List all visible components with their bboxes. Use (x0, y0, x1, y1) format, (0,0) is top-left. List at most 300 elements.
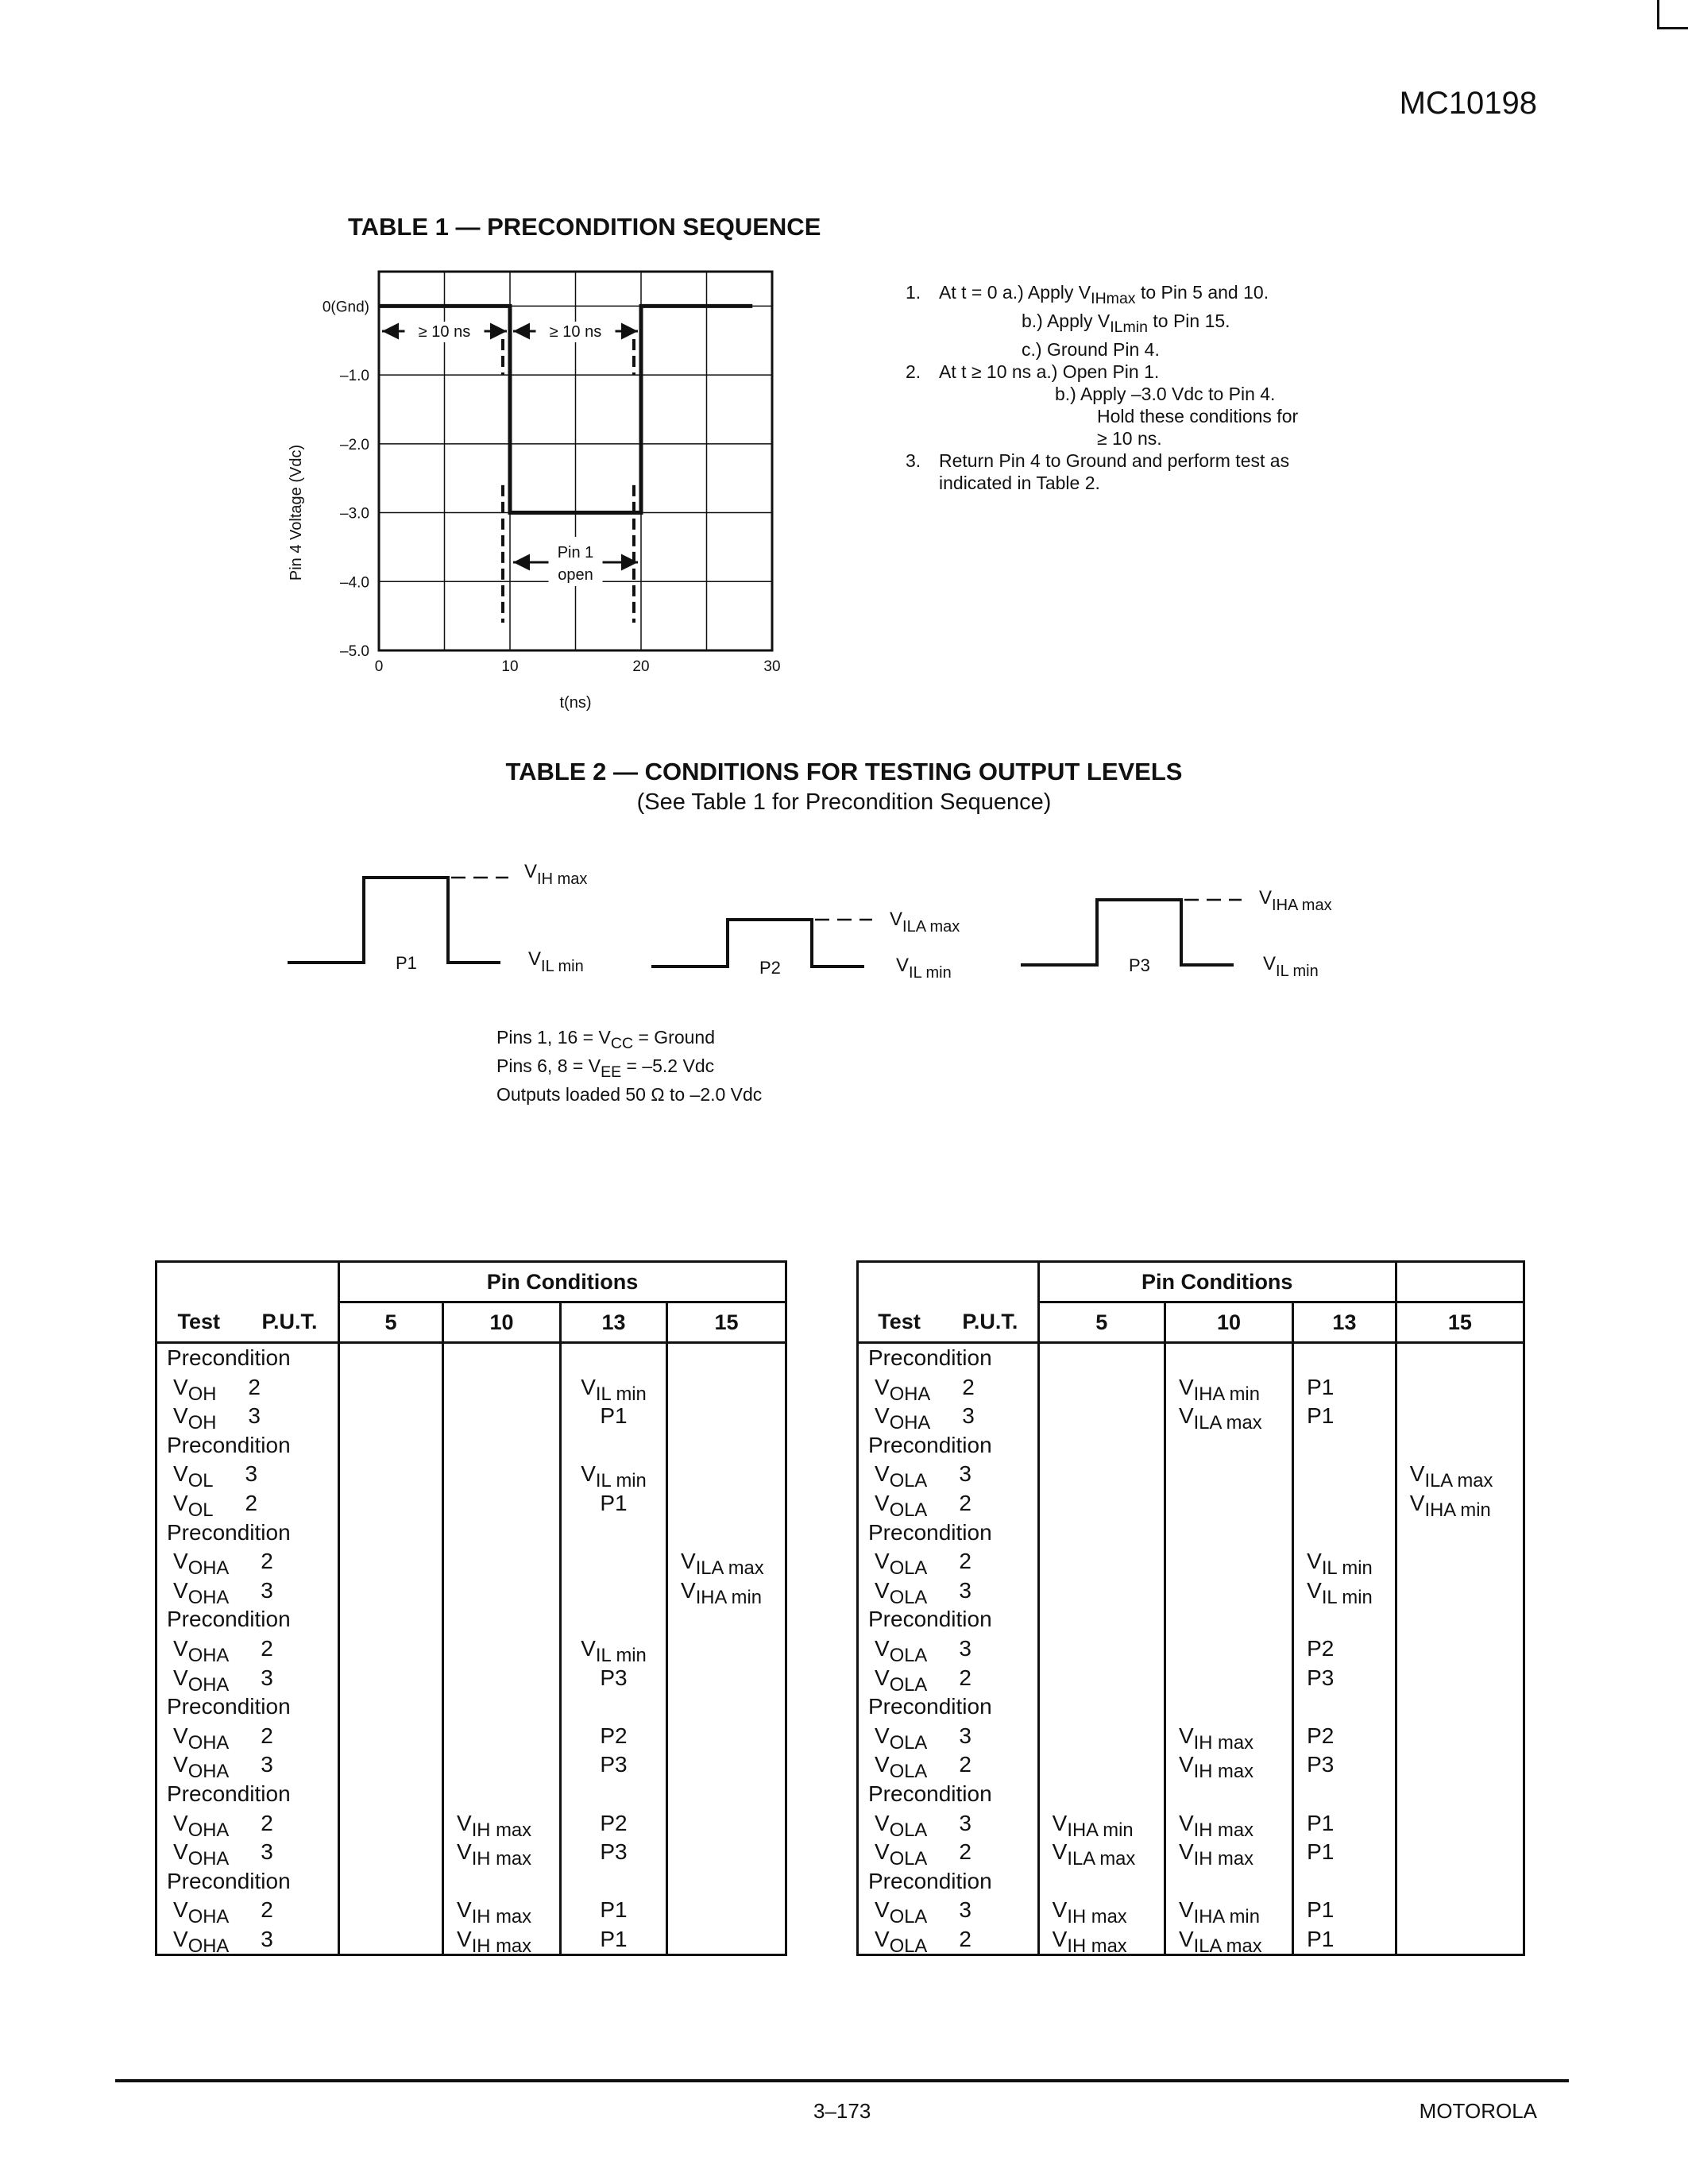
pin-condition-cell (668, 1809, 785, 1839)
pin-condition-cell: P1 (600, 1926, 628, 1951)
test-name: $V_{OHA}$ 3 (157, 1925, 338, 1954)
put-pin: 3 (261, 1665, 273, 1690)
interval-label: ≥ 10 ns (549, 323, 602, 341)
col-13-header: 13 (561, 1302, 667, 1343)
pin-condition-cell: P1 (600, 1403, 628, 1429)
pin-condition-cell (1294, 1431, 1395, 1461)
pin-condition-cell (340, 1373, 442, 1403)
test-name: $V_{OLA}$ 2 (859, 1664, 1037, 1693)
col-13 (561, 1343, 667, 1955)
manufacturer: MOTOROLA (1419, 2099, 1537, 2123)
test-name: $V_{OLA}$ 3 (859, 1576, 1037, 1606)
interval-label: ≥ 10 ns (418, 323, 471, 341)
pin-condition-cell (1040, 1431, 1164, 1461)
pulse-p1 (288, 861, 587, 975)
test-name: $V_{OLA}$ 2 (859, 1547, 1037, 1576)
precondition-label: Precondition (868, 1345, 992, 1370)
pin-condition-cell: $V_{IH max}$ (1178, 1839, 1253, 1870)
pin-condition-cell (668, 1373, 785, 1403)
pin-condition-cell (1294, 1344, 1395, 1373)
pin-condition-cell (1397, 1547, 1523, 1576)
put-pin: 3 (959, 1810, 971, 1835)
pin-condition-cell (1040, 1634, 1164, 1664)
pin-condition-cell (444, 1780, 559, 1809)
pin-condition-cell (1166, 1664, 1292, 1693)
col-13-header: 13 (1293, 1302, 1396, 1343)
pin-condition-cell (668, 1750, 785, 1780)
test-name: $V_{OHA}$ 3 (157, 1576, 338, 1606)
col-15 (1396, 1343, 1524, 1955)
put-pin: 3 (261, 1839, 273, 1865)
pin-condition-cell (340, 1750, 442, 1780)
put-pin: 2 (261, 1810, 273, 1835)
test-name: $V_{OHA}$ 3 (157, 1750, 338, 1780)
pin-condition-cell (562, 1547, 666, 1576)
empty-header (1396, 1262, 1524, 1302)
pin-condition-cell: $V_{IL min}$ (581, 1635, 647, 1667)
pin-condition-cell: P2 (600, 1723, 628, 1748)
put-pin: 3 (959, 1461, 971, 1487)
test-name: $V_{OLA}$ 2 (859, 1838, 1037, 1867)
precondition-label: Precondition (167, 1607, 291, 1632)
pin-condition-cell: $V_{IH max}$ (1052, 1897, 1127, 1928)
precondition-steps: 1. At t = 0 a.) Apply $V_{IHmax}$ to Pin 5 and 10. b.) Apply $V_{ILmin}$ to Pin 15. c.) Ground Pin 4. 2. At t ≥ 10 ns a.) Open Pin 1. b.) Apply –3.0 Vdc to Pin 4. Hold these conditions for ≥ 10 ns. 3. Return Pin 4 to Ground and perform test as indicated in Table 2. (906, 282, 1299, 493)
pin-condition-cell (444, 1867, 559, 1897)
page-number: 3–173 (813, 2099, 871, 2123)
pin-condition-cell: $V_{ILA max}$ (1409, 1461, 1493, 1492)
pin-condition-cell (1397, 1431, 1523, 1461)
pin-condition-cell (1166, 1489, 1292, 1518)
put-pin: 3 (962, 1403, 975, 1429)
pin-condition-cell: $V_{IHA min}$ (681, 1577, 762, 1608)
put-pin: 2 (248, 1374, 261, 1399)
pin-condition-cell (1040, 1750, 1164, 1780)
pin-condition-cell (1397, 1373, 1523, 1403)
pin-condition-cell (668, 1867, 785, 1897)
p1-label: P1 (396, 953, 417, 973)
pin-condition-cell: P2 (1307, 1723, 1335, 1748)
x-tick-label: 0 (374, 658, 384, 675)
test-name: $V_{OH}$ 2 (157, 1373, 338, 1403)
put-pin: 2 (959, 1665, 971, 1690)
col-5-header: 5 (339, 1302, 443, 1343)
pin-condition-cell (668, 1344, 785, 1373)
x-tick-label: 10 (501, 658, 519, 675)
pin-condition-cell: P2 (600, 1810, 628, 1835)
pin-condition-cell (1397, 1896, 1523, 1925)
pin-condition-cell (562, 1692, 666, 1722)
put-pin: 3 (959, 1723, 971, 1748)
pin-condition-cell (668, 1896, 785, 1925)
pin-condition-cell: $V_{IH max}$ (1178, 1752, 1253, 1783)
pin-condition-cell (444, 1344, 559, 1373)
col-10 (443, 1343, 561, 1955)
pin-condition-cell: $V_{IH max}$ (1178, 1723, 1253, 1754)
test-name: $V_{OHA}$ 2 (157, 1634, 338, 1664)
test-name: $V_{OLA}$ 2 (859, 1489, 1037, 1518)
y-tick-label: –3.0 (340, 505, 369, 523)
pin-condition-cell (1397, 1809, 1523, 1839)
pin-condition-cell: $V_{IL min}$ (581, 1374, 647, 1405)
x-axis-label: t(ns) (559, 694, 592, 712)
test-name: $V_{OHA}$ 2 (859, 1373, 1037, 1403)
pin-condition-cell (1294, 1518, 1395, 1548)
pin-condition-cell: $V_{IHA min}$ (1052, 1810, 1134, 1841)
pin-condition-cell (562, 1867, 666, 1897)
put-pin: 2 (261, 1635, 273, 1661)
pin-condition-cell (340, 1722, 442, 1751)
pin-condition-cell (1397, 1692, 1523, 1722)
precondition-label: Precondition (868, 1781, 992, 1806)
pin-condition-cell (1397, 1722, 1523, 1751)
pin-condition-cell (1040, 1867, 1164, 1897)
pin-condition-cell (340, 1344, 442, 1373)
pin-condition-cell (444, 1634, 559, 1664)
pin-condition-cell (340, 1896, 442, 1925)
pin-condition-cell: $V_{IH max}$ (457, 1897, 532, 1928)
pin-condition-cell (1397, 1780, 1523, 1809)
svg-text:VIL min: $V_{IL min}$ (896, 955, 952, 982)
put-pin: 3 (248, 1403, 261, 1429)
supply-conditions: Pins 1, $16 = V_{CC}$ = Ground Pins 6, $8 = V_{EE} = -5.2$ Vdc Outputs loaded 50 Ω to –2.0 Vdc (496, 1027, 763, 1105)
col-5-header: 5 (1038, 1302, 1165, 1343)
pin-condition-cell (1397, 1664, 1523, 1693)
pin-condition-cell (1294, 1605, 1395, 1634)
col-15-header: 15 (1396, 1302, 1524, 1343)
pin-condition-cell: P1 (1307, 1374, 1335, 1399)
step-3: 3. Return Pin 4 to Ground and perform test as (906, 450, 1290, 471)
pin-condition-cell (562, 1576, 666, 1606)
open-label: open (558, 565, 593, 584)
pin-condition-cell (1040, 1489, 1164, 1518)
pin-condition-cell (340, 1925, 442, 1954)
pin-condition-cell (1166, 1576, 1292, 1606)
col-15 (667, 1343, 786, 1955)
pin-condition-cell (668, 1780, 785, 1809)
group-header: Pin Conditions (1038, 1262, 1396, 1302)
pin-condition-cell (1397, 1518, 1523, 1548)
pin-condition-cell: $V_{IH max}$ (457, 1839, 532, 1870)
put-pin: 2 (261, 1549, 273, 1574)
pin-condition-cell (1166, 1344, 1292, 1373)
pin-condition-cell: P1 (1307, 1926, 1335, 1951)
group-header: Pin Conditions (339, 1262, 786, 1302)
pin-condition-cell: $V_{IH max}$ (457, 1926, 532, 1957)
pin-condition-cell (340, 1518, 442, 1548)
pin-condition-cell (340, 1634, 442, 1664)
pin-condition-cell (1397, 1402, 1523, 1431)
pin-condition-cell (444, 1402, 559, 1431)
precondition-label: Precondition (167, 1781, 291, 1806)
put-pin: 2 (959, 1839, 971, 1865)
pin-condition-cell (1397, 1867, 1523, 1897)
pin-condition-cell (1294, 1780, 1395, 1809)
pin-condition-cell (668, 1460, 785, 1489)
pin-condition-cell (340, 1780, 442, 1809)
svg-text:VIL min: $V_{IL min}$ (1263, 953, 1319, 980)
y-tick-label: –2.0 (340, 436, 369, 453)
pin-condition-cell (1166, 1692, 1292, 1722)
pin-condition-cell (444, 1547, 559, 1576)
put-pin: 3 (959, 1577, 971, 1603)
col-10-header: 10 (443, 1302, 561, 1343)
pin-condition-cell (1166, 1460, 1292, 1489)
pin-condition-cell: P3 (1307, 1752, 1335, 1777)
test-name: $V_{OLA}$ 2 (859, 1750, 1037, 1780)
pin-condition-cell (1397, 1925, 1523, 1954)
pin-condition-cell: $V_{ILA max}$ (1178, 1403, 1262, 1434)
y-tick-label: –1.0 (340, 368, 369, 385)
svg-text:VIL min: $V_{IL min}$ (528, 948, 584, 975)
pin-condition-cell (1040, 1344, 1164, 1373)
pin-condition-cell (340, 1838, 442, 1867)
pin-condition-cell: P3 (600, 1665, 628, 1690)
test-name: $V_{OH}$ 3 (157, 1402, 338, 1431)
pin-condition-cell (1040, 1518, 1164, 1548)
precondition-label: Precondition (868, 1607, 992, 1632)
pulse-diagrams (278, 854, 1358, 993)
precondition-chart (270, 254, 794, 723)
part-number: MC10198 (1399, 86, 1537, 121)
test-put-header: Test P.U.T. (858, 1302, 1039, 1343)
test-name: $V_{OHA}$ 2 (157, 1722, 338, 1751)
svg-text:VIH max: $V_{IH max}$ (524, 861, 588, 888)
y-tick-label: –4.0 (340, 574, 369, 592)
pin-condition-cell (668, 1664, 785, 1693)
corner-cell (858, 1262, 1039, 1302)
pin-condition-cell (668, 1925, 785, 1954)
table2-title: TABLE 2 — CONDITIONS FOR TESTING OUTPUT LEVELS (505, 758, 1183, 785)
pulse-p2 (651, 909, 960, 982)
pin-condition-cell: $V_{ILA max}$ (1052, 1839, 1136, 1870)
p2-label: P2 (759, 958, 781, 978)
pin-condition-cell (1294, 1692, 1395, 1722)
pin-condition-cell: P1 (1307, 1897, 1335, 1923)
test-name: $V_{OLA}$ 3 (859, 1896, 1037, 1925)
pin-condition-cell (668, 1722, 785, 1751)
pin-condition-cell (1294, 1460, 1395, 1489)
pin-condition-cell: $V_{IHA min}$ (1178, 1374, 1260, 1405)
step-2: 2. At t ≥ 10 ns a.) Open Pin 1. (906, 361, 1160, 382)
pin-condition-cell (562, 1344, 666, 1373)
put-pin: 2 (959, 1926, 971, 1951)
pin-condition-cell (444, 1576, 559, 1606)
pin-condition-cell: P3 (600, 1752, 628, 1777)
pin-condition-cell (1040, 1664, 1164, 1693)
put-pin: 3 (245, 1461, 258, 1487)
pin-condition-cell (444, 1605, 559, 1634)
put-pin: 2 (261, 1897, 273, 1923)
pin-condition-cell (1166, 1518, 1292, 1548)
test-name: $V_{OL}$ 2 (157, 1489, 338, 1518)
pin-condition-cell: $V_{IL min}$ (1307, 1577, 1373, 1608)
pin-condition-cell (340, 1431, 442, 1461)
pin-condition-cell (444, 1489, 559, 1518)
pin-condition-cell (1040, 1460, 1164, 1489)
p3-label: P3 (1129, 955, 1150, 975)
x-tick-label: 20 (632, 658, 650, 675)
test-name: $V_{OLA}$ 3 (859, 1634, 1037, 1664)
pin-condition-cell (1040, 1576, 1164, 1606)
pin-condition-cell (1166, 1431, 1292, 1461)
pin-condition-cell (444, 1750, 559, 1780)
pin-condition-cell: $V_{IL min}$ (581, 1461, 647, 1492)
pin-condition-cell: $V_{IHA min}$ (1409, 1490, 1491, 1522)
pin-condition-cell: $V_{IL min}$ (1307, 1549, 1373, 1580)
pin-condition-cell (444, 1373, 559, 1403)
pin-condition-cell (444, 1664, 559, 1693)
precondition-label: Precondition (868, 1868, 992, 1893)
pin-condition-cell (444, 1692, 559, 1722)
precondition-label: Precondition (167, 1694, 291, 1719)
pin-condition-cell (340, 1489, 442, 1518)
test-name: $V_{OLA}$ 3 (859, 1460, 1037, 1489)
pin-condition-cell: $V_{IH max}$ (1178, 1810, 1253, 1841)
put-pin: 2 (962, 1374, 975, 1399)
pin-condition-cell (1166, 1605, 1292, 1634)
pin-condition-cell (340, 1460, 442, 1489)
pin-condition-cell (1397, 1576, 1523, 1606)
y-tick-label: –5.0 (340, 643, 369, 660)
put-pin: 2 (959, 1549, 971, 1574)
pin-condition-cell (340, 1402, 442, 1431)
pin-condition-cell (668, 1489, 785, 1518)
col-5 (339, 1343, 443, 1955)
put-pin: 3 (959, 1635, 971, 1661)
pin-condition-cell: P1 (600, 1897, 628, 1923)
pin-condition-cell (1397, 1750, 1523, 1780)
svg-text:VILA max: $V_{ILA max}$ (890, 909, 960, 936)
pin-condition-cell (562, 1780, 666, 1809)
put-pin: 3 (261, 1577, 273, 1603)
test-column (156, 1343, 339, 1955)
put-pin: 2 (959, 1752, 971, 1777)
pin-condition-cell (340, 1867, 442, 1897)
pin-condition-cell (668, 1605, 785, 1634)
pin-condition-cell (444, 1518, 559, 1548)
y-axis-label: Pin 4 Voltage (Vdc) (288, 444, 305, 581)
pin-condition-cell: $V_{IHA min}$ (1178, 1897, 1260, 1928)
pin-condition-cell (1397, 1344, 1523, 1373)
pin-condition-cell (668, 1431, 785, 1461)
pin-condition-cell (1166, 1547, 1292, 1576)
pin-condition-cell (1040, 1692, 1164, 1722)
pin-condition-cell (1166, 1780, 1292, 1809)
test-name: $V_{OHA}$ 2 (157, 1809, 338, 1839)
col-5 (1038, 1343, 1165, 1955)
test-name: $V_{OLA}$ 2 (859, 1925, 1037, 1954)
x-tick-label: 30 (763, 658, 781, 675)
col-10-header: 10 (1165, 1302, 1292, 1343)
precondition-label: Precondition (167, 1868, 291, 1893)
pin-condition-cell (444, 1460, 559, 1489)
pin-condition-cell: P3 (600, 1839, 628, 1865)
test-name: $V_{OLA}$ 3 (859, 1809, 1037, 1839)
put-pin: 3 (261, 1926, 273, 1951)
pin-condition-cell (444, 1722, 559, 1751)
pulse-p3 (1021, 887, 1332, 980)
table2-subtitle: (See Table 1 for Precondition Sequence) (636, 789, 1052, 815)
precondition-label: Precondition (868, 1694, 992, 1719)
precondition-label: Precondition (167, 1519, 291, 1545)
pin-conditions-table-right (856, 1260, 1525, 1956)
put-pin: 2 (245, 1490, 258, 1515)
pin-condition-cell: P1 (600, 1490, 628, 1515)
pin-condition-cell (1397, 1838, 1523, 1867)
y-tick-label: 0(Gnd) (322, 299, 369, 316)
test-name: $V_{OL}$ 3 (157, 1460, 338, 1489)
pin-condition-cell (1040, 1722, 1164, 1751)
footer-rule (115, 2079, 1569, 2082)
test-put-header: Test P.U.T. (156, 1302, 339, 1343)
col-15-header: 15 (667, 1302, 786, 1343)
put-pin: 2 (261, 1723, 273, 1748)
pin-condition-cell: P3 (1307, 1665, 1335, 1690)
put-pin: 2 (959, 1490, 971, 1515)
pin-condition-cell (1040, 1605, 1164, 1634)
pin-condition-cell (1040, 1402, 1164, 1431)
pin-condition-cell: $V_{ILA max}$ (681, 1549, 764, 1580)
pin-condition-cell (1294, 1489, 1395, 1518)
table1-title: TABLE 1 — PRECONDITION SEQUENCE (348, 213, 821, 241)
step-1: 1. At t = 0 a.) Apply $V_{IHmax}$ to Pin 5 and 10. (906, 282, 1269, 307)
test-name: $V_{OLA}$ 3 (859, 1722, 1037, 1751)
pin-condition-cell (562, 1431, 666, 1461)
pin-condition-cell (340, 1809, 442, 1839)
pin-condition-cell (340, 1576, 442, 1606)
pin-condition-cell (562, 1605, 666, 1634)
pin-condition-cell (340, 1692, 442, 1722)
pin-conditions-table-left (155, 1260, 787, 1956)
pin-condition-cell (562, 1518, 666, 1548)
crop-mark (1657, 0, 1688, 29)
pin-condition-cell (668, 1838, 785, 1867)
pin-condition-cell (340, 1547, 442, 1576)
pin-condition-cell (668, 1402, 785, 1431)
pin-condition-cell (1040, 1547, 1164, 1576)
test-name: $V_{OHA}$ 3 (157, 1664, 338, 1693)
corner-cell (156, 1262, 339, 1302)
pin-condition-cell (1040, 1373, 1164, 1403)
pin-condition-cell: $V_{ILA max}$ (1178, 1926, 1262, 1957)
pin-condition-cell: $V_{IH max}$ (457, 1810, 532, 1841)
pin-condition-cell: P1 (1307, 1810, 1335, 1835)
open-label: Pin 1 (557, 543, 594, 561)
pin-condition-cell (1294, 1867, 1395, 1897)
col-13 (1293, 1343, 1396, 1955)
pin-condition-cell: P2 (1307, 1635, 1335, 1661)
test-column (858, 1343, 1039, 1955)
precondition-label: Precondition (167, 1432, 291, 1457)
test-name: $V_{OHA}$ 3 (157, 1838, 338, 1867)
svg-text:VIHA max: $V_{IHA max}$ (1259, 887, 1332, 914)
pin-condition-cell (444, 1431, 559, 1461)
pin-condition-cell (668, 1518, 785, 1548)
test-name: $V_{OHA}$ 2 (157, 1547, 338, 1576)
pin-condition-cell (340, 1605, 442, 1634)
test-name: $V_{OHA}$ 2 (157, 1896, 338, 1925)
put-pin: 3 (959, 1897, 971, 1923)
pin-condition-cell (668, 1634, 785, 1664)
pin-condition-cell (1040, 1780, 1164, 1809)
pin-condition-cell: P1 (1307, 1403, 1335, 1429)
test-name: $V_{OHA}$ 3 (859, 1402, 1037, 1431)
pin-condition-cell (1166, 1867, 1292, 1897)
pin-condition-cell (1397, 1634, 1523, 1664)
pin-condition-cell (340, 1664, 442, 1693)
pin-condition-cell (1397, 1605, 1523, 1634)
pin-condition-cell: $V_{IH max}$ (1052, 1926, 1127, 1957)
